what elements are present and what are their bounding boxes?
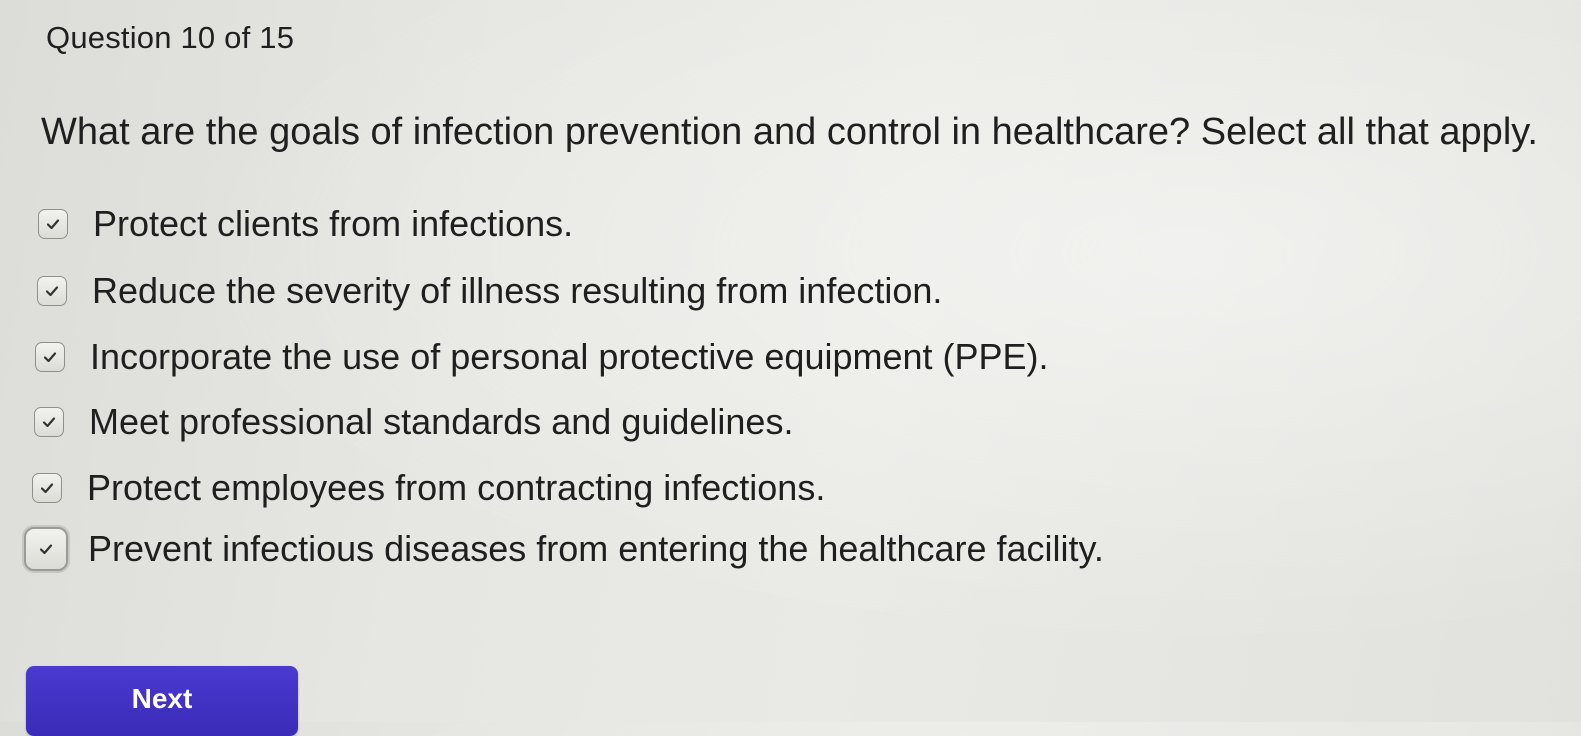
option-checkbox[interactable] (38, 209, 68, 239)
option-protect-employees[interactable] (32, 467, 825, 509)
checkmark-icon (44, 283, 60, 299)
checkmark-icon (39, 480, 55, 496)
option-label: Meet professional standards and guidelines. (89, 401, 794, 442)
option-label: Prevent infectious diseases from entering the healthcare facility. (88, 528, 1104, 569)
question-text: What are the goals of infection prevention and control in healthcare? Select all that apply. (41, 111, 1538, 153)
option-incorporate-ppe[interactable] (35, 336, 1049, 378)
option-checkbox[interactable] (24, 527, 68, 571)
option-label: Incorporate the use of personal protective equipment (PPE). (90, 336, 1049, 377)
option-checkbox[interactable] (34, 407, 64, 437)
next-button[interactable]: Next (26, 666, 298, 736)
option-protect-clients[interactable] (38, 203, 573, 245)
checkmark-icon (42, 349, 58, 365)
option-reduce-severity[interactable] (37, 270, 942, 312)
checkmark-icon (41, 414, 57, 430)
option-prevent-diseases[interactable] (24, 527, 1104, 571)
option-label: Protect employees from contracting infections. (87, 467, 826, 508)
option-checkbox[interactable] (32, 473, 62, 503)
option-checkbox[interactable] (37, 276, 67, 306)
option-checkbox[interactable] (35, 342, 65, 372)
option-label: Protect clients from infections. (93, 203, 574, 244)
question-progress: Question 10 of 15 (46, 20, 295, 55)
checkmark-icon (45, 216, 61, 232)
option-meet-standards[interactable] (34, 401, 793, 443)
checkmark-icon (38, 541, 54, 557)
option-label: Reduce the severity of illness resulting from infection. (92, 270, 943, 311)
